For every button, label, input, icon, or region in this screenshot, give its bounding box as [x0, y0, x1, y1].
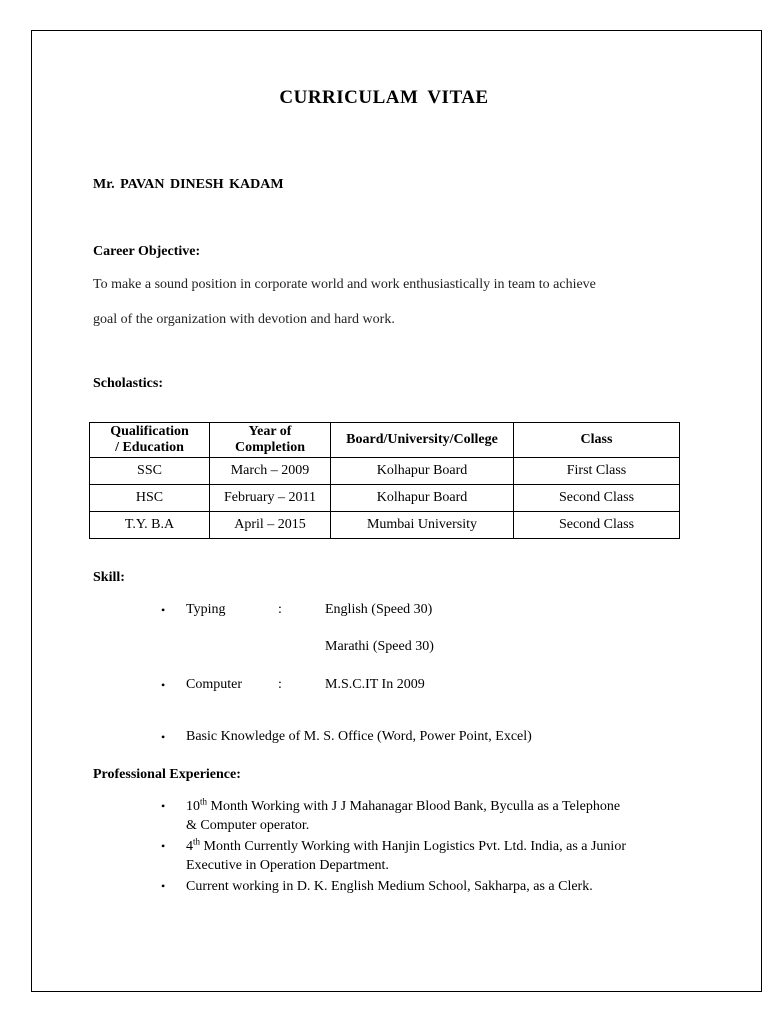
career-objective-heading: Career Objective:: [93, 244, 201, 259]
bullet-icon: •: [161, 799, 166, 813]
bullet-icon: •: [161, 603, 166, 617]
skill-computer-separator: :: [278, 677, 282, 692]
skill-computer-label: Computer: [186, 677, 242, 692]
experience-item-line-1: Month Working with J J Mahanagar Blood Bank, Byculla as a Telephone: [207, 799, 621, 814]
scholastics-heading: Scholastics:: [93, 376, 163, 391]
experience-item: Current working in D. K. English Medium School, Sakharpa, as a Clerk.: [186, 879, 593, 894]
experience-item: [186, 797, 686, 835]
header-qualification-line-1: Qualification: [110, 424, 189, 439]
cell-year: March – 2009: [210, 458, 331, 485]
table-row: [90, 485, 680, 512]
table-row: [90, 458, 680, 485]
skill-heading: Skill:: [93, 570, 125, 585]
experience-item-suffix: th: [193, 836, 201, 847]
header-qualification: [90, 423, 210, 458]
cell-year: April – 2015: [210, 512, 331, 539]
experience-item-line-1: Month Currently Working with Hanjin Logistics Pvt. Ltd. India, as a Junior: [200, 839, 626, 854]
header-year: [210, 423, 331, 458]
skill-typing-label: Typing: [186, 602, 226, 617]
career-objective-line-2: goal of the organization with devotion and hard work.: [93, 312, 395, 327]
experience-heading: Professional Experience:: [93, 767, 241, 782]
cell-class: Second Class: [514, 485, 680, 512]
experience-item-line-2: Executive in Operation Department.: [186, 858, 389, 873]
skill-computer-value: M.S.C.IT In 2009: [325, 677, 425, 692]
experience-item: [186, 837, 686, 875]
career-objective-line-1: To make a sound position in corporate world and work enthusiastically in team to achieve: [93, 277, 596, 292]
skill-basic-knowledge: Basic Knowledge of M. S. Office (Word, Power Point, Excel): [186, 729, 532, 744]
experience-item-number: 4: [186, 839, 193, 854]
header-board: Board/University/College: [331, 423, 514, 458]
skill-typing-english: English (Speed 30): [325, 602, 433, 617]
cell-board: Kolhapur Board: [331, 458, 514, 485]
table-row: [90, 512, 680, 539]
document-title: CURRICULAM VITAE: [279, 87, 489, 108]
header-qualification-line-2: / Education: [115, 440, 184, 455]
experience-item-number: 10: [186, 799, 200, 814]
cell-qualification: T.Y. B.A: [90, 512, 210, 539]
bullet-icon: •: [161, 678, 166, 692]
cell-qualification: SSC: [90, 458, 210, 485]
cell-qualification: HSC: [90, 485, 210, 512]
scholastics-table: [89, 422, 680, 539]
cell-board: Kolhapur Board: [331, 485, 514, 512]
cell-class: First Class: [514, 458, 680, 485]
experience-item-line-2: & Computer operator.: [186, 818, 310, 833]
cell-year: February – 2011: [210, 485, 331, 512]
header-class: Class: [514, 423, 680, 458]
skill-typing-separator: :: [278, 602, 282, 617]
header-year-line-1: Year of: [248, 424, 292, 439]
bullet-icon: •: [161, 730, 166, 744]
cell-board: Mumbai University: [331, 512, 514, 539]
header-year-line-2: Completion: [235, 440, 305, 455]
table-header-row: [90, 423, 680, 458]
bullet-icon: •: [161, 839, 166, 853]
skill-typing-marathi: Marathi (Speed 30): [325, 639, 434, 654]
experience-item-suffix: th: [200, 796, 208, 807]
cell-class: Second Class: [514, 512, 680, 539]
candidate-name: Mr. PAVAN DINESH KADAM: [93, 177, 284, 192]
bullet-icon: •: [161, 879, 166, 893]
